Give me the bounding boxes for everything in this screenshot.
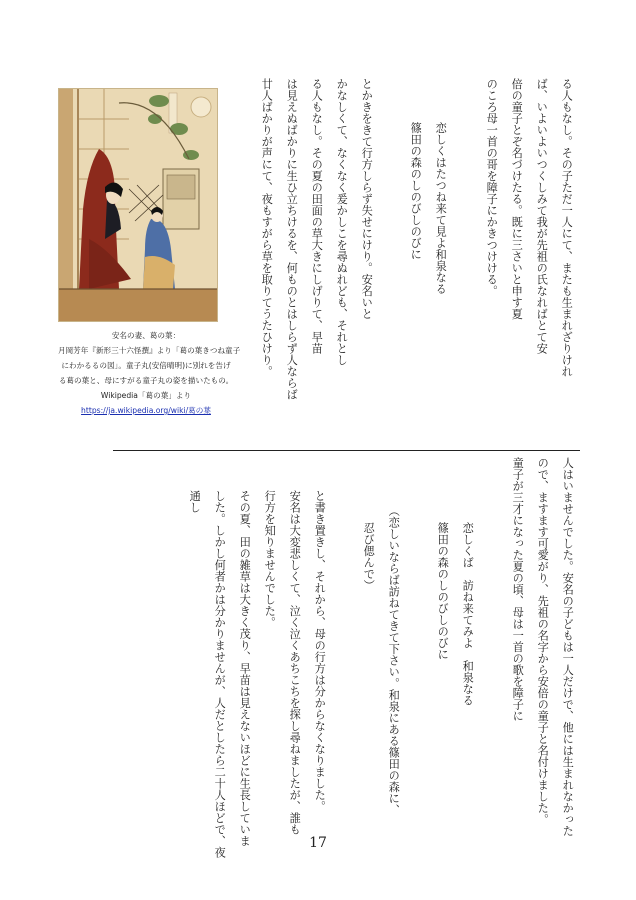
upper-column-8: かなしくて、なくなく爰かしこを尋ぬれども、それとし bbox=[335, 78, 349, 366]
lower-column-9: 安名は大変悲しくて、泣く泣くあちこちを探し尋ねましたが、誰も bbox=[288, 490, 302, 835]
translation-poem-line-2: 篠田の森のしのびしのびに bbox=[436, 522, 450, 660]
lower-column-10: 行方を知りませんでした。 bbox=[263, 490, 277, 628]
lower-column-1: 人はいませんでした。安名の子どもは一人だけで、他には生まれなかった bbox=[561, 457, 575, 837]
figure-caption-source: Wikipedia「葛の葉」より bbox=[100, 391, 192, 400]
upper-column-1: る人もなし。その子ただ一人にて、またも生まれざりけれ bbox=[560, 78, 574, 377]
upper-column-7: とかきをきて行方しらず失せにけり。安名いと bbox=[360, 78, 374, 320]
poem-gloss-line-2: 忍び偲んで） bbox=[362, 522, 376, 591]
poem-gloss-line-1: （恋しいならば訪ねてきて下さい。和泉にある篠田の森に、 bbox=[387, 505, 401, 816]
figure-caption-3: にわかるるの図」。童子丸(安倍晴明)に別れを告げ bbox=[61, 361, 231, 370]
poem-line-1: 恋しくはたつね来て見よ和泉なる bbox=[434, 122, 448, 295]
section-divider bbox=[113, 450, 580, 451]
figure-caption-2: 月岡芳年『新形三十六怪撰』より「葛の葉きつね童子 bbox=[58, 346, 241, 355]
upper-column-3: 倍の童子とぞ名づけたる。既に三さいと申す夏 bbox=[510, 78, 524, 320]
print-illustration bbox=[59, 89, 217, 321]
upper-column-11: 廿人ばかりが声にて、夜もすがら草を取りてうたひけり。 bbox=[260, 78, 274, 377]
upper-column-2: ば、いよいよいつくしみて我が先祖の氏なればとて安 bbox=[535, 78, 549, 354]
lower-column-3: 童子が三才になった夏の頃、母は一首の歌を障子に bbox=[511, 457, 525, 722]
translation-poem-line-1: 恋しくば 訪ね来てみよ 和泉なる bbox=[461, 522, 475, 706]
wikipedia-link[interactable]: https://ja.wikipedia.org/wiki/葛の葉 bbox=[81, 406, 211, 415]
lower-column-8: と書き置きし、それから、母の行方は分からなくなりました。 bbox=[313, 490, 327, 812]
lower-column-13: 通し bbox=[188, 490, 202, 513]
lower-column-2: ので、ますます可愛がり、先祖の名字から安倍の童子と名付けました。 bbox=[536, 457, 550, 825]
page-number: 17 bbox=[309, 835, 327, 851]
lower-column-12: した。しかし何者かは分かりませんが、人だとしたら二十人ほどで、夜 bbox=[213, 490, 227, 858]
kuzunoha-woodblock-print bbox=[58, 88, 218, 322]
upper-column-9: る人もなし。その夏の田面の草大きにしげりて、早苗 bbox=[310, 78, 324, 354]
upper-column-10: は見えぬばかりに生ひ立ちけるを、何ものとはしらず人ならば bbox=[285, 78, 299, 400]
poem-line-2: 篠田の森のしのびしのびに bbox=[409, 122, 423, 260]
upper-column-4: のころ母一首の哥を障子にかきつけける。 bbox=[485, 78, 499, 297]
figure-caption-4: る葛の葉と、母にすがる童子丸の姿を描いたもの。 bbox=[58, 376, 234, 385]
figure-caption-1: 安名の妻、葛の葉： bbox=[111, 331, 181, 340]
lower-column-11: その夏、田の雑草は大きく茂り、早苗は見えないほどに生長していま bbox=[238, 490, 252, 847]
